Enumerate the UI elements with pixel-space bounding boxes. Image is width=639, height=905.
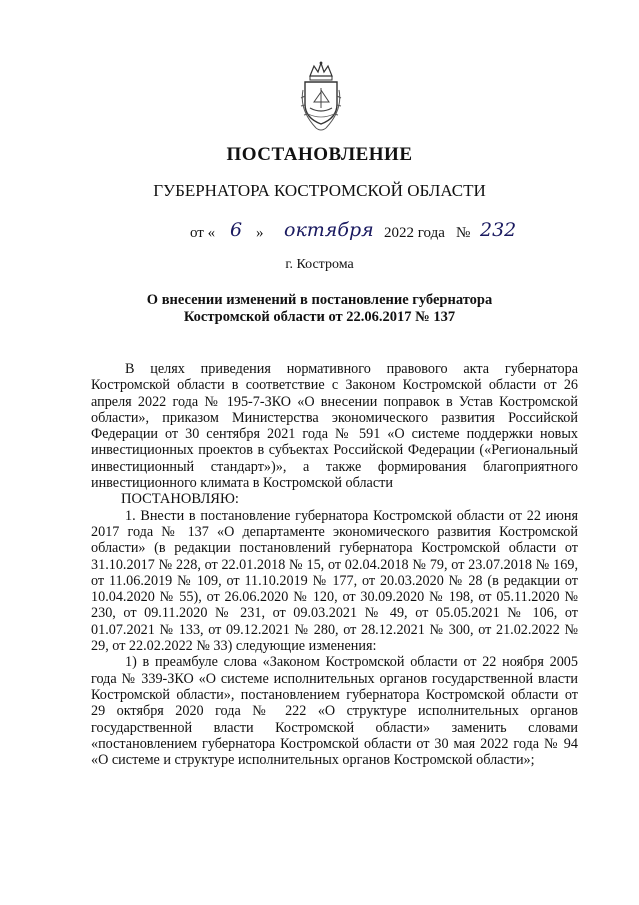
city: г. Кострома	[285, 257, 354, 272]
date-day: 6	[230, 219, 243, 241]
document-subject	[0, 292, 639, 326]
document-type: ПОСТАНОВЛЕНИЕ	[226, 144, 413, 165]
date-year: 2022 года	[384, 225, 445, 241]
date-month: октября	[284, 219, 374, 241]
document-body	[91, 361, 578, 768]
document-number: 232	[480, 219, 517, 241]
resolve-heading: ПОСТАНОВЛЯЮ:	[121, 491, 239, 508]
subject-line-1: О внесении изменений в постановление губернатора	[146, 292, 493, 308]
subject-line-2: Костромской области от 22.06.2017 № 137	[183, 309, 456, 325]
coat-of-arms-icon	[296, 60, 346, 135]
preamble-paragraph: В целях приведения нормативного правового акта губернатора Костромской области в соответствие с Законом Костромской области от 26 апреля 2022 года № 195-7-ЗКО «О внесении поправок в Устав Костромской области», приказом Министерства экономического развития Российской Федерации от 30 сентября 2021 года № 591 «О системе поддержки новых инвестиционных проектов в субъектах Российской Федерации («Региональный инвестиционный стандарт»)», а также формирования благоприятного инвестиционного климата в Костромской области	[91, 361, 578, 492]
subitem-1-paragraph: 1) в преамбуле слова «Законом Костромской области от 22 ноября 2005 года № 339-ЗКО «О системе исполнительных органов государственной власти Костромской области», постановлением губернатора Костромской области от 29 октября 2020 года № 222 «О структуре исполнительных органов государственной власти Костромской области» заменить словами «постановлением губернатора Костромской области от 30 мая 2022 года № 94 «О системе и структуре исполнительных органов Костромской области»;	[91, 654, 578, 769]
date-prefix: от «	[190, 225, 216, 241]
date-line	[190, 219, 520, 249]
number-sign: №	[456, 225, 471, 241]
date-quote-close: »	[256, 225, 264, 241]
issuer: ГУБЕРНАТОРА КОСТРОМСКОЙ ОБЛАСТИ	[153, 181, 486, 200]
item-1-paragraph: 1. Внести в постановление губернатора Костромской области от 22 июня 2017 года № 137 «О департаменте экономического развития Костромской области» (в редакции постановлений губернатора Костромской области от 31.10.2017 № 228, от 22.01.2018 № 15, от 02.04.2018 № 79, от 23.07.2018 № 169, от 11.06.2019 № 109, от 11.10.2019 № 177, от 20.03.2020 № 28 (в редакции от 10.04.2020 № 55), от 26.06.2020 № 120, от 30.09.2020 № 198, от 05.11.2020 № 230, от 09.11.2020 № 231, от 09.03.2021 № 49, от 05.05.2021 № 106, от 01.07.2021 № 133, от 09.12.2021 № 280, от 28.12.2021 № 300, от 21.02.2022 № 29, от 22.02.2022 № 33) следующие изменения:	[91, 507, 578, 655]
